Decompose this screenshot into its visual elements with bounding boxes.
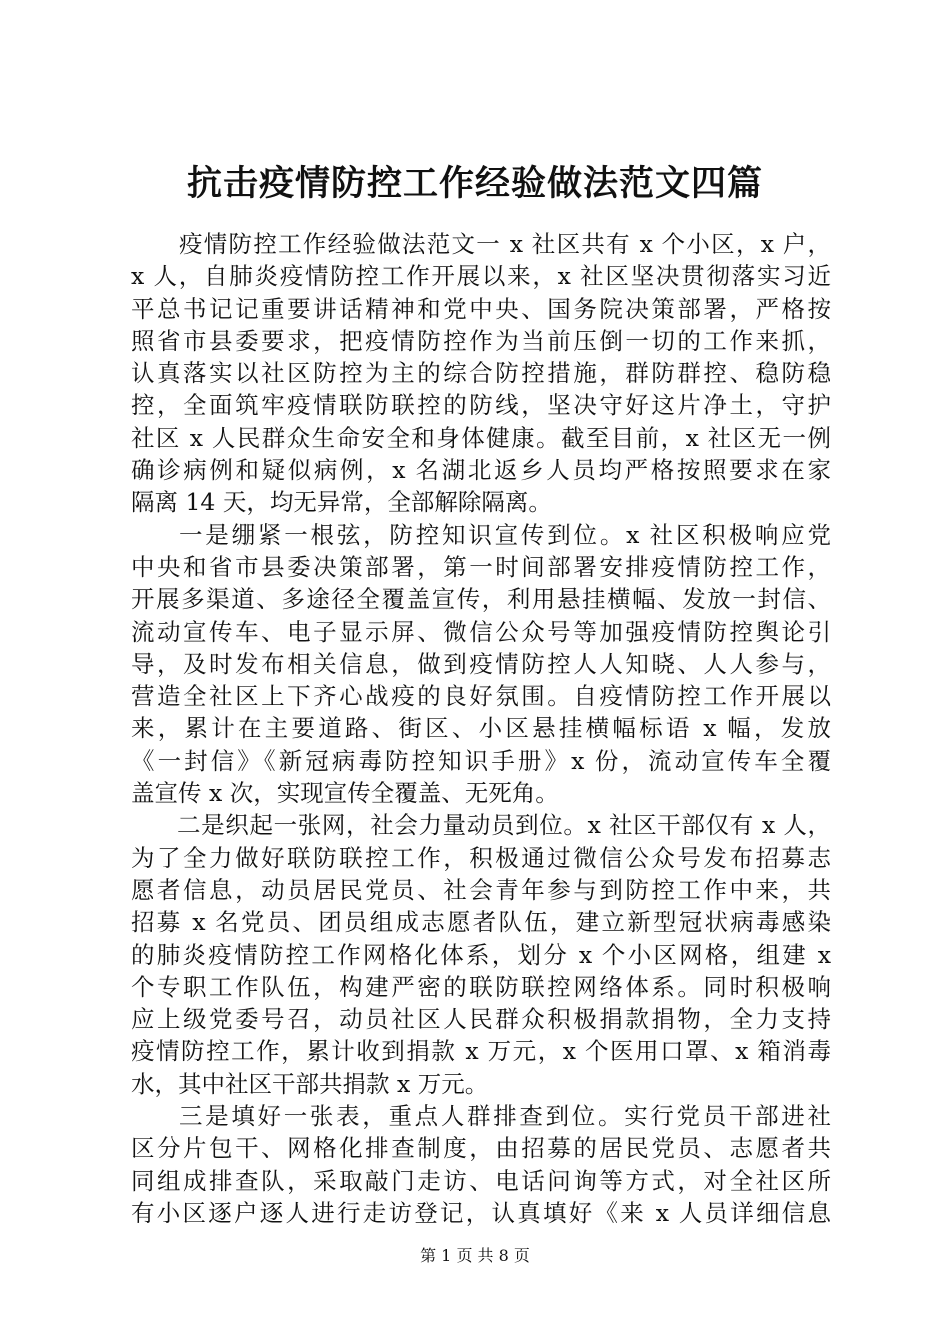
text-line: 《一封信》《新冠病毒防控知识手册》x 份，流动宣传车全覆 <box>131 746 831 775</box>
text-line: 隔离 14 天，均无异常，全部解除隔离。 <box>131 488 552 517</box>
text-line: 有小区逐户逐人进行走访登记，认真填好《来 x 人员详细信息 <box>131 1198 831 1227</box>
paragraph <box>131 228 831 519</box>
document-body <box>131 228 831 1229</box>
paragraph <box>131 809 831 1100</box>
text-line: 三是填好一张表，重点人群排查到位。实行党员干部进社 <box>179 1102 831 1131</box>
text-line: 为了全力做好联防联控工作，积极通过微信公众号发布招募志 <box>131 843 831 872</box>
text-line: 开展多渠道、多途径全覆盖宣传，利用悬挂横幅、发放一封信、 <box>131 585 831 614</box>
document-title: 抗击疫情防控工作经验做法范文四篇 <box>186 163 763 204</box>
text-line: 中央和省市县委决策部署，第一时间部署安排疫情防控工作， <box>131 552 831 581</box>
text-line: 水，其中社区干部共捐款 x 万元。 <box>131 1069 489 1098</box>
text-line: 的肺炎疫情防控工作网格化体系，划分 x 个小区网格，组建 x <box>131 940 831 969</box>
text-line: 确诊病例和疑似病例，x 名湖北返乡人员均严格按照要求在家 <box>131 456 831 485</box>
text-line: 导，及时发布相关信息，做到疫情防控人人知晓、人人参与， <box>131 649 831 678</box>
text-line: 一是绷紧一根弦，防控知识宣传到位。x 社区积极响应党 <box>179 520 831 549</box>
text-line: 认真落实以社区防控为主的综合防控措施，群防群控、稳防稳 <box>131 359 831 388</box>
text-line: 疫情防控工作经验做法范文一 x 社区共有 x 个小区，x 户， <box>179 230 831 258</box>
text-line: 社区 x 人民群众生命安全和身体健康。截至目前，x 社区无一例 <box>131 423 831 452</box>
text-line: 区分片包干、网格化排查制度，由招募的居民党员、志愿者共 <box>131 1134 831 1163</box>
text-line: 疫情防控工作，累计收到捐款 x 万元，x 个医用口罩、x 箱消毒 <box>131 1037 831 1066</box>
text-line: 流动宣传车、电子显示屏、微信公众号等加强疫情防控舆论引 <box>131 617 831 646</box>
text-line: 个专职工作队伍，构建严密的联防联控网络体系。同时积极响 <box>131 972 831 1001</box>
page-footer: 第 1 页 共 8 页 <box>420 1246 530 1265</box>
text-line: 二是织起一张网，社会力量动员到位。x 社区干部仅有 x 人， <box>177 811 831 840</box>
text-line: 同组成排查队，采取敲门走访、电话问询等方式，对全社区所 <box>131 1166 831 1195</box>
text-line: 控，全面筑牢疫情联防联控的防线，坚决守好这片净土，守护 <box>131 391 831 420</box>
text-line: 营造全社区上下齐心战疫的良好氛围。自疫情防控工作开展以 <box>131 682 831 711</box>
text-line: 来，累计在主要道路、街区、小区悬挂横幅标语 x 幅，发放 <box>131 714 831 743</box>
text-line: 平总书记记重要讲话精神和党中央、国务院决策部署，严格按 <box>131 294 831 323</box>
text-line: 愿者信息，动员居民党员、社会青年参与到防控工作中来，共 <box>131 875 831 904</box>
paragraph <box>131 1100 831 1229</box>
paragraph <box>131 519 831 810</box>
text-line: 应上级党委号召，动员社区人民群众积极捐款捐物，全力支持 <box>131 1005 831 1034</box>
text-line: 照省市县委要求，把疫情防控作为当前压倒一切的工作来抓， <box>131 326 831 355</box>
text-line: 招募 x 名党员、团员组成志愿者队伍，建立新型冠状病毒感染 <box>131 908 831 937</box>
text-line: 盖宣传 x 次，实现宣传全覆盖、无死角。 <box>131 779 559 808</box>
text-line: x 人，自肺炎疫情防控工作开展以来，x 社区坚决贯彻落实习近 <box>131 262 831 291</box>
